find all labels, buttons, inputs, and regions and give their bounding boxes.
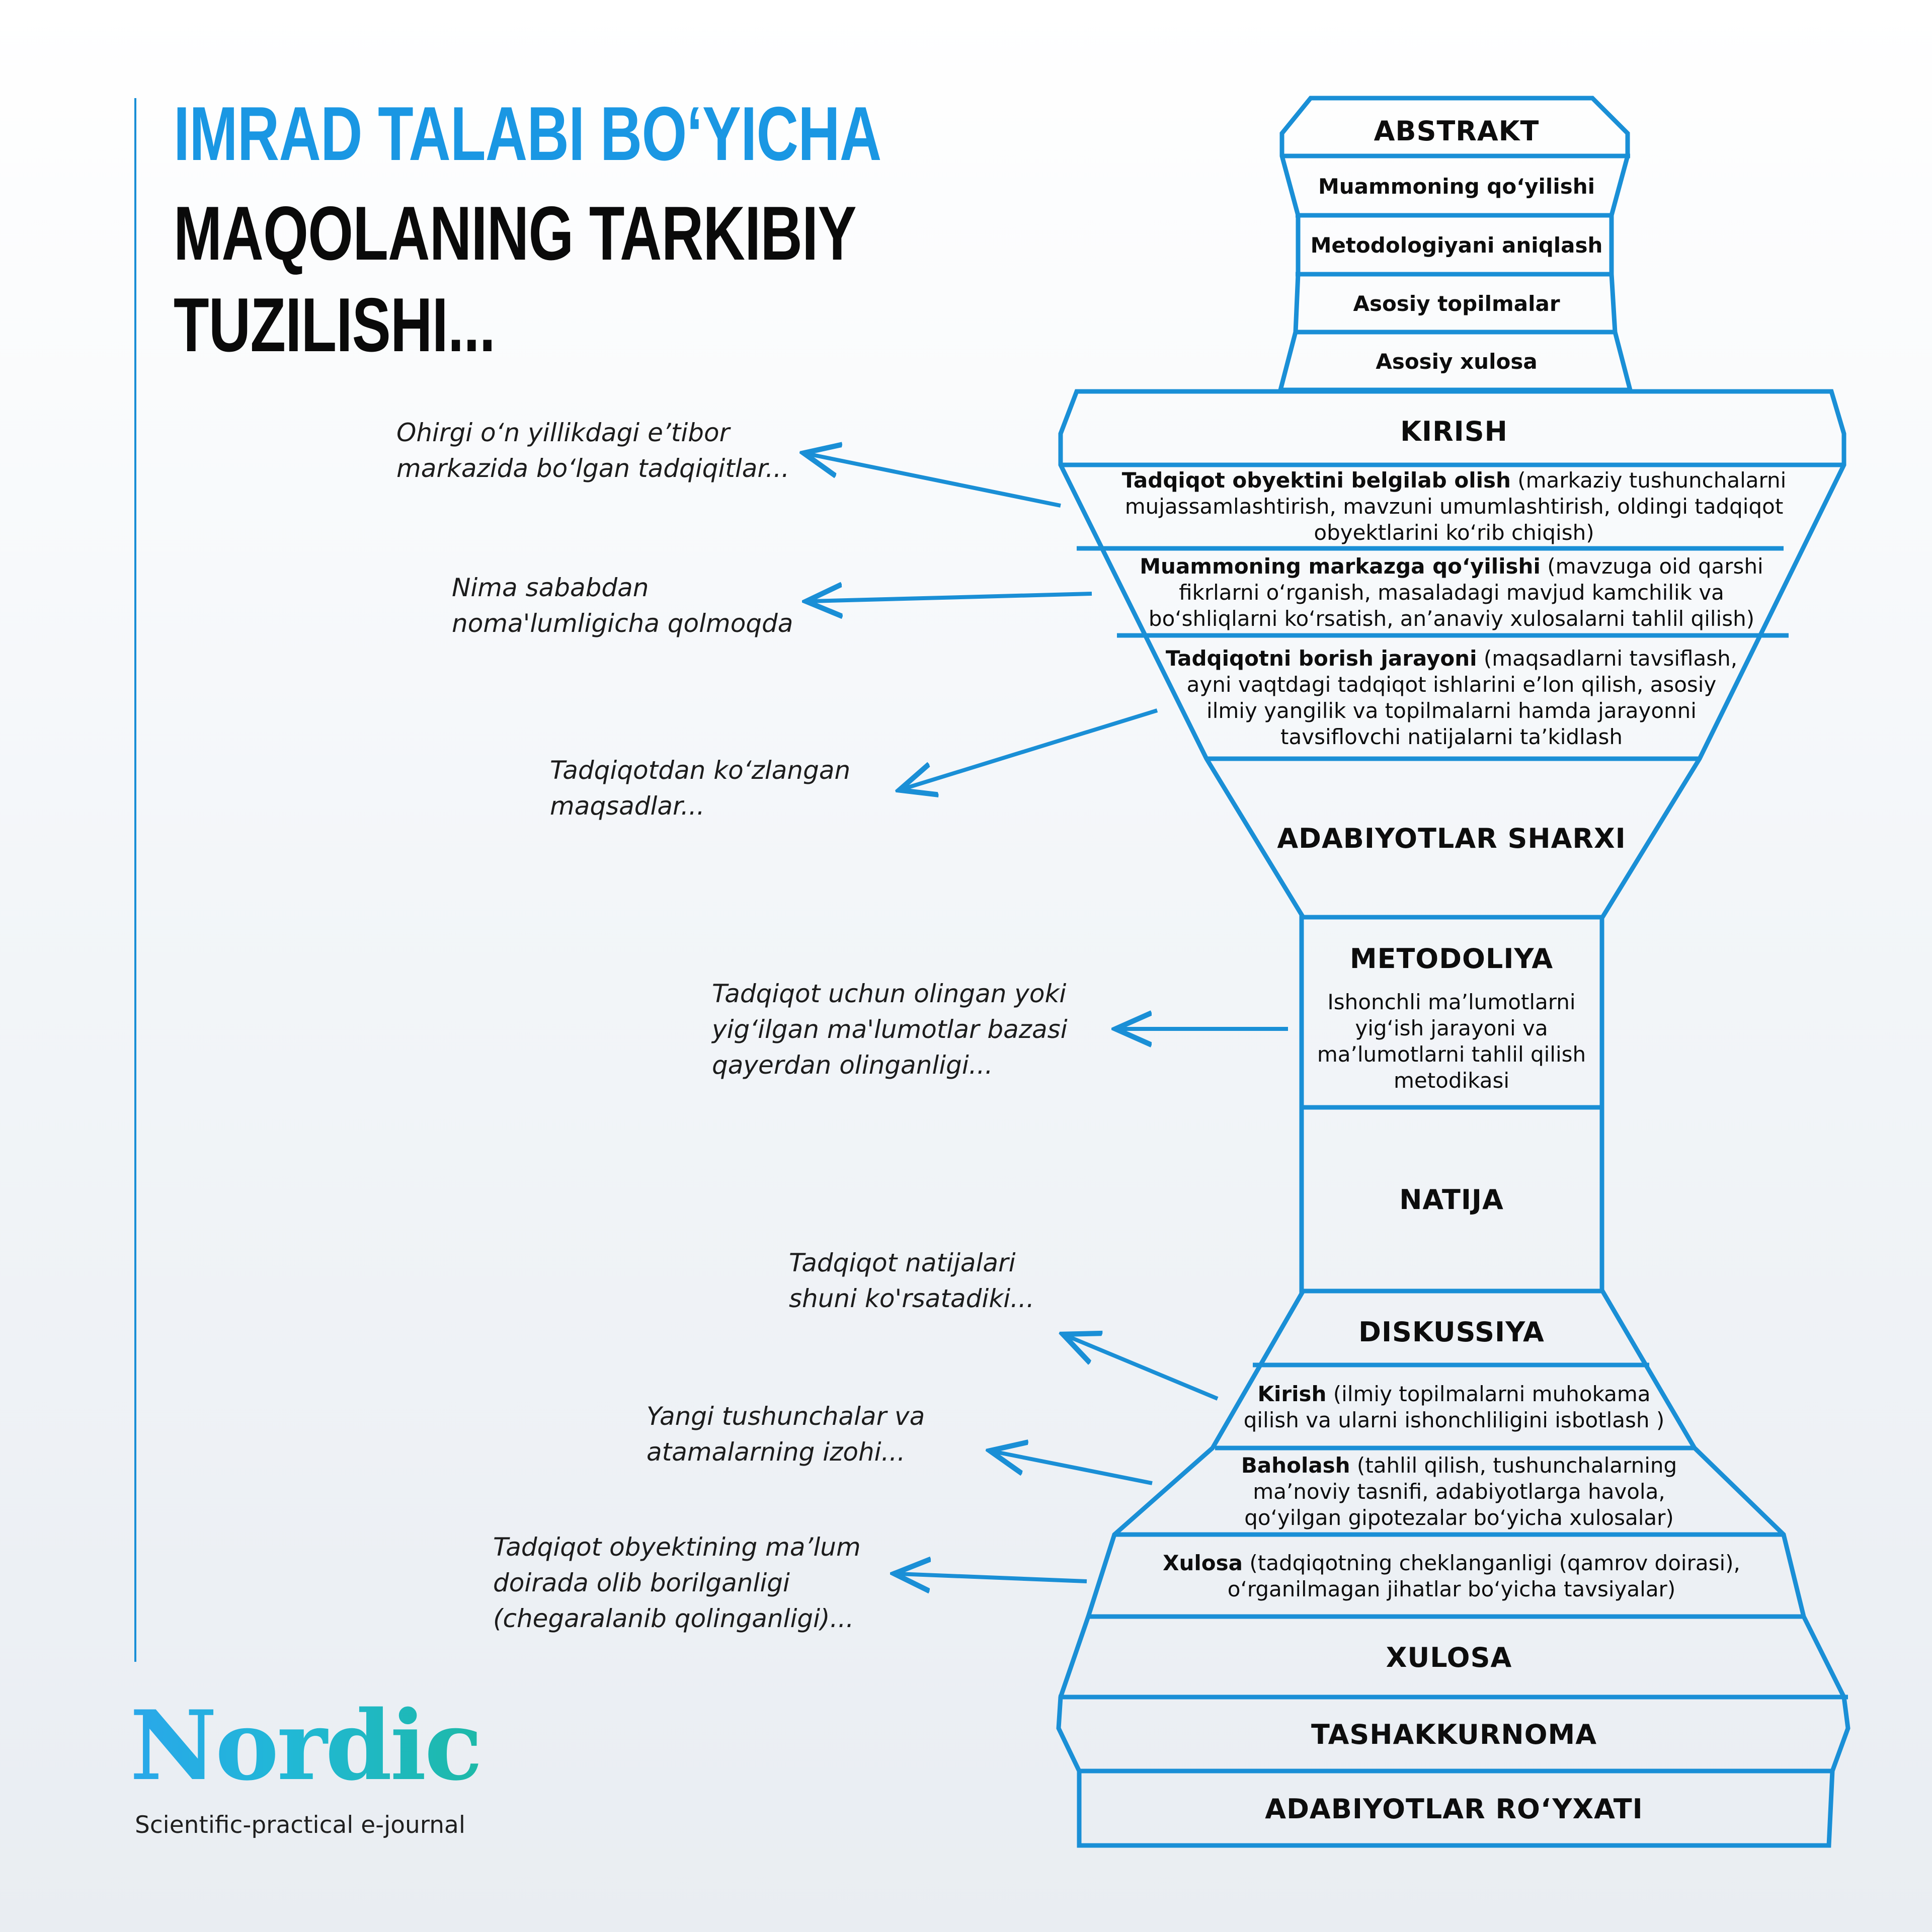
xulosa-label: XULOSA (1386, 1641, 1512, 1673)
abstrakt-heading: ABSTRAKT (1374, 115, 1540, 147)
arrow-3 (903, 710, 1157, 789)
note-4: Tadqiqot uchun olingan yoki yig‘ilgan ma'lumotlar bazasi qayerdan olinganligi... (712, 979, 1068, 1080)
kirish-heading: KIRISH (1400, 415, 1508, 447)
arrow-5 (1067, 1336, 1218, 1399)
logo-tagline: Scientific-practical e-journal (135, 1811, 465, 1839)
diskussiya-item: Xulosa (tadqiqotning cheklanganligi (qamrov doirasi), o‘rganilmagan jihatlar bo‘yicha tavsiyalar) (1163, 1550, 1740, 1601)
natija-label: NATIJA (1399, 1183, 1504, 1216)
note-3: Tadqiqotdan ko‘zlangan maqsadlar... (550, 756, 851, 821)
abstrakt-item: Muammoning qo‘yilishi (1318, 174, 1595, 199)
title-line-2: MAQOLANING TARKIBIY (174, 191, 856, 276)
metodoliya-text: Ishonchli ma’lumotlarni yig‘ish jarayoni va ma’lumotlarni tahlil qilish metodikasi (1317, 990, 1586, 1093)
diskussiya-heading: DISKUSSIYA (1358, 1316, 1545, 1348)
metodoliya-heading: METODOLIYA (1349, 942, 1554, 975)
kirish-item: Tadqiqot obyektini belgilab olish (markaziy tushunchalarni mujassamlashtirish, mavzuni umumlashtirish, oldingi tadqiqot obyektlarini ko‘rib chiqish) (1121, 468, 1787, 545)
title-line-3: TUZILISHI... (174, 282, 496, 368)
abstrakt-item: Asosiy xulosa (1376, 349, 1538, 374)
tashakkurnoma-label: TASHAKKURNOMA (1311, 1719, 1597, 1750)
note-2: Nima sababdan noma'lumligicha qolmoqda (452, 573, 793, 638)
kirish-item: Muammoning markazga qo‘yilishi (mavzuga oid qarshi fikrlarni o‘rganish, masaladagi mavjud kamchilik va bo‘shliqlarni ko‘rsatish, an’anaviy xulosalarni tahlil qilish) (1140, 553, 1763, 631)
abstrakt-item: Metodologiyani aniqlash (1310, 233, 1603, 258)
diskussiya-item: Baholash (tahlil qilish, tushunchalarning ma’noviy tasnifi, adabiyotlarga havola, qo‘yilgan gipotezalar bo‘yicha xulosalar) (1241, 1453, 1677, 1530)
adabiyotlar-royxati-label: ADABIYOTLAR RO‘YXATI (1265, 1793, 1643, 1825)
note-7: Tadqiqot obyektining ma’lum doirada olib borilganligi (chegaralanib qolinganligi)... (493, 1533, 861, 1633)
note-1: Ohirgi o‘n yillikdagi e’tibor markazida bo‘lgan tadqiqitlar... (396, 418, 790, 483)
abstrakt-item: Asosiy topilmalar (1353, 291, 1560, 316)
note-5: Tadqiqot natijalari shuni ko'rsatadiki... (789, 1248, 1034, 1313)
adabiyotlar-sharxi-label: ADABIYOTLAR SHARXI (1277, 822, 1626, 854)
nordic-logo: Nordic (130, 1689, 481, 1802)
note-6: Yangi tushunchalar va atamalarning izohi... (647, 1402, 925, 1467)
arrow-2 (810, 594, 1092, 601)
arrow-7 (898, 1574, 1087, 1581)
title-line-1: IMRAD TALABI BO‘YICHA (174, 91, 881, 177)
arrow-1 (808, 454, 1061, 506)
arrow-6 (994, 1452, 1152, 1483)
diskussiya-item: Kirish (ilmiy topilmalarni muhokama qilish va ularni ishonchliligini isbotlash ) (1243, 1381, 1665, 1432)
kirish-item: Tadqiqotni borish jarayoni (maqsadlarni tavsiflash, ayni vaqtdagi tadqiqot ishlarini e’lon qilish, asosiy ilmiy yangilik va topilmalarni hamda jarayonni tavsiflovchi natijalarni ta’kidlash (1165, 646, 1738, 749)
